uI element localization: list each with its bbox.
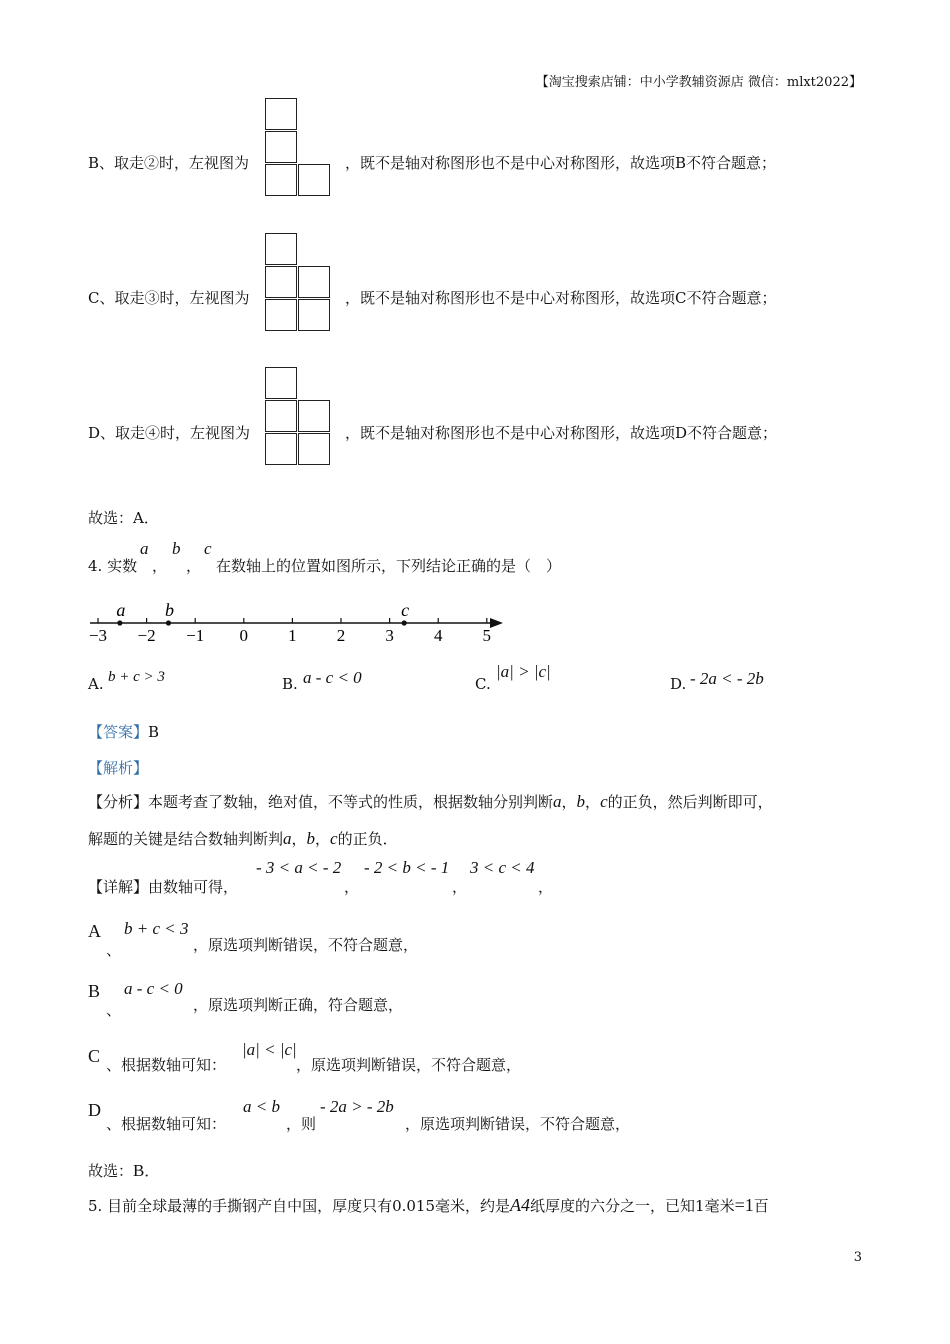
option-c-prefix: C、取走③时，左视图为: [88, 289, 250, 307]
xiangjie-comma3: ，: [538, 878, 554, 896]
option-d-prefix: D、取走④时，左视图为: [88, 424, 251, 442]
step-a-expr: b + c < 3: [124, 919, 189, 938]
step-a-text: ，原选项判断错误，不符合题意，: [193, 936, 419, 954]
step-b-expr: a - c < 0: [124, 979, 183, 998]
point-label-c: c: [401, 600, 410, 620]
xiangjie-comma1: ，: [344, 878, 360, 896]
choice-a-expr: b + c > 3: [108, 669, 165, 685]
q5-line: [88, 1195, 769, 1216]
choice-c-label: C.: [475, 675, 491, 693]
fenxi2-c: c: [330, 829, 338, 848]
fenxi2-sep1: ，: [291, 830, 307, 848]
q4-var-b: b: [172, 539, 181, 558]
answer-line: [88, 721, 159, 742]
fenxi-b: b: [576, 792, 586, 811]
fenxi2-b: b: [306, 829, 316, 848]
step-d-letter: D: [88, 1100, 101, 1120]
step-a-letter: A: [88, 921, 101, 941]
xiangjie-expr2: - 2 < b < - 1: [364, 858, 450, 877]
xiangjie-intro: [88, 876, 238, 897]
option-d-suffix: ，既不是轴对称图形也不是中心对称图形，故选项D不符合题意；: [345, 424, 778, 442]
choose-a: 故选：A．: [88, 509, 159, 527]
step-c-letter: C: [88, 1046, 101, 1066]
q5-eq: =1: [734, 1195, 754, 1215]
fenxi-line2-text: 解题的关键是结合数轴判断判: [88, 830, 284, 848]
xiangjie-expr3: 3 < c < 4: [470, 858, 535, 877]
tick-label: 2: [336, 626, 346, 645]
fenxi2-a: a: [283, 829, 292, 848]
step-d-expr2: - 2a > - 2b: [320, 1097, 394, 1116]
point-label-b: b: [164, 600, 174, 620]
tick-label: −2: [137, 626, 156, 645]
choose-b: [88, 1160, 159, 1181]
step-a-dun: 、: [106, 941, 122, 959]
fenxi-sep1: ，: [561, 793, 577, 811]
fenxi-line2: [88, 828, 398, 849]
step-c-expr: |a| < |c|: [242, 1040, 297, 1059]
tick-label: 3: [385, 626, 394, 645]
answer-tag: 【答案】: [88, 723, 149, 741]
left-view-figure-d: [265, 367, 332, 467]
step-d-mid: ，则: [286, 1115, 317, 1133]
step-b-letter: B: [88, 981, 101, 1001]
option-b-prefix: B、取走②时，左视图为: [88, 154, 250, 172]
tick-label: 0: [239, 626, 249, 645]
fenxi-sep2: ，: [585, 793, 601, 811]
step-c-text2: ，原选项判断错误，不符合题意，: [296, 1056, 522, 1074]
option-c-suffix: ，既不是轴对称图形也不是中心对称图形，故选项C不符合题意；: [345, 289, 777, 307]
q4-var-c: c: [204, 539, 212, 558]
fenxi-text1: 本题考查了数轴，绝对值，不等式的性质，根据数轴分别判断: [148, 793, 554, 811]
analysis-tag: 【解析】: [88, 759, 149, 777]
fenxi-text2: 的正负，然后判断即可，: [607, 793, 773, 811]
fenxi-line1: [88, 791, 773, 812]
step-d-text1: 、根据数轴可知：: [106, 1115, 227, 1133]
step-b-text: ，原选项判断正确，符合题意，: [193, 996, 404, 1014]
step-d-text2: ，原选项判断错误，不符合题意，: [405, 1115, 631, 1133]
choice-b-label: B.: [282, 675, 298, 693]
tick-label: 4: [433, 626, 443, 645]
q4-tail: 在数轴上的位置如图所示，下列结论正确的是（ ）: [216, 557, 562, 575]
q5-text3: 百: [753, 1197, 769, 1215]
q4-comma2: ，: [186, 557, 202, 575]
choice-a-label: A.: [88, 675, 104, 693]
tick-label: −1: [186, 626, 205, 645]
point-b: [166, 620, 171, 625]
point-a: [117, 620, 122, 625]
fenxi-tag: 【分析】: [88, 793, 149, 811]
tick-label: −3: [88, 626, 108, 645]
choice-c-expr: |a| > |c|: [496, 662, 551, 681]
step-d-expr1: a < b: [243, 1097, 280, 1116]
choose-b-value: B: [133, 1161, 145, 1180]
choice-d-label: D.: [670, 675, 687, 693]
left-view-figure-b: [265, 98, 332, 198]
left-view-figure-c: [265, 233, 332, 333]
xiangjie-text: 由数轴可得，: [148, 878, 239, 896]
xiangjie-expr1: - 3 < a < - 2: [256, 858, 342, 877]
q5-a4: A4: [510, 1195, 531, 1215]
q5-text2: 纸厚度的六分之一，已知1毫米: [530, 1197, 735, 1215]
xiangjie-tag: 【详解】: [88, 878, 149, 896]
page-header: 【淘宝搜索店铺：中小学教辅资源店 微信：mlxt2022】: [535, 75, 862, 90]
choice-d-expr: - 2a < - 2b: [690, 669, 764, 688]
page-number: 3: [853, 1250, 862, 1265]
step-c-text1: 、根据数轴可知：: [106, 1056, 227, 1074]
tick-label: 5: [482, 626, 492, 645]
fenxi-c: c: [600, 792, 608, 811]
step-b-dun: 、: [106, 1001, 122, 1019]
tick-label: 1: [288, 626, 297, 645]
fenxi2-sep2: ，: [315, 830, 331, 848]
q4-var-a: a: [140, 539, 149, 558]
choice-b-expr: a - c < 0: [303, 668, 362, 687]
answer-value: B: [148, 723, 160, 741]
xiangjie-comma2: ，: [452, 878, 468, 896]
q5-text1: 5. 目前全球最薄的手撕钢产自中国，厚度只有0.015毫米，约是: [88, 1197, 511, 1215]
fenxi-a: a: [553, 792, 562, 811]
choose-b-text: 故选：: [88, 1162, 134, 1180]
point-label-a: a: [116, 600, 126, 620]
number-line: [85, 596, 515, 651]
q4-comma1: ，: [152, 557, 168, 575]
option-b-suffix: ，既不是轴对称图形也不是中心对称图形，故选项B不符合题意；: [345, 154, 777, 172]
fenxi-text3: 的正负．: [337, 830, 398, 848]
choose-b-end: ．: [144, 1162, 160, 1180]
q4-num: 4. 实数: [88, 557, 138, 575]
point-c: [402, 620, 407, 625]
